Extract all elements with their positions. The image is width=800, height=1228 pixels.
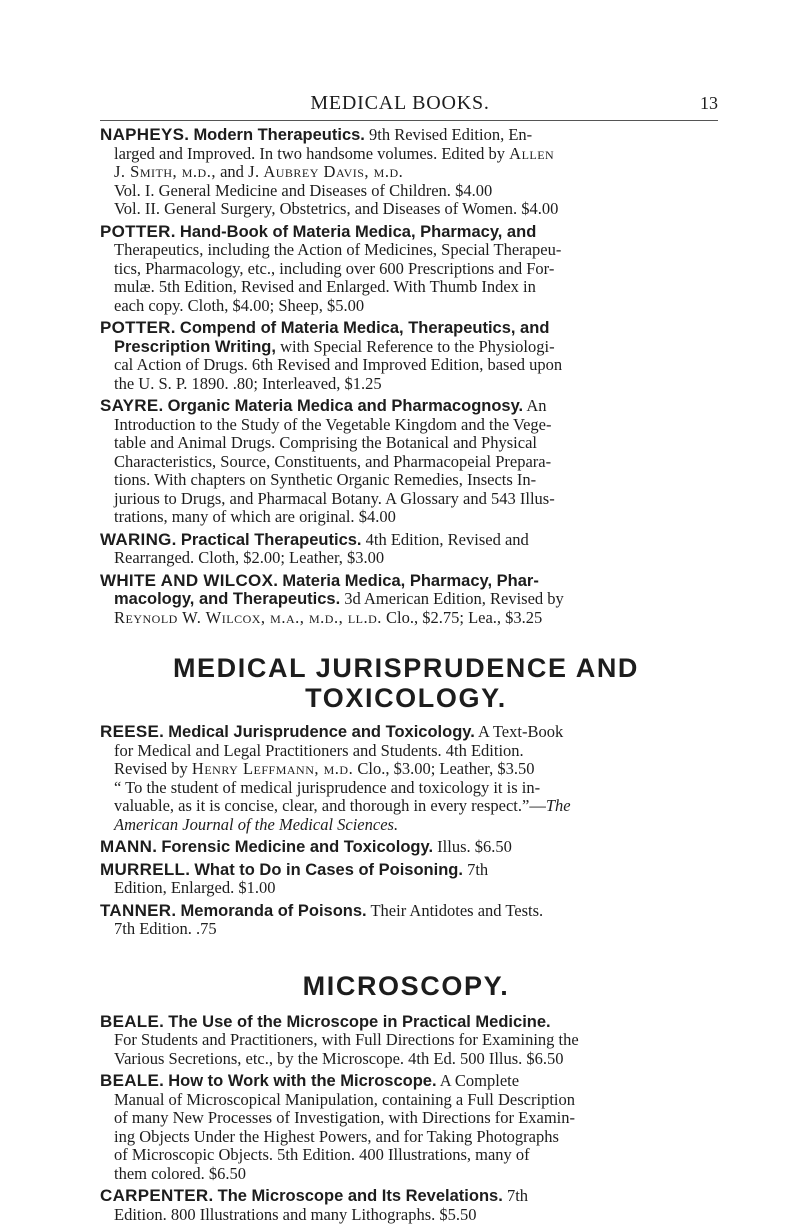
editor-name: Allen <box>509 143 555 163</box>
entry-author: WHITE AND WILCOX. <box>100 570 279 590</box>
entry-text: Edition, Enlarged. <box>114 878 235 897</box>
catalog-entry-carpenter <box>100 1187 712 1224</box>
entry-author: BEALE. <box>100 1011 165 1031</box>
entry-price: $1.00 <box>238 878 276 897</box>
catalog-entry-reese <box>100 723 712 834</box>
entry-text: of Microscopic Objects. 5th Edition. 400 Illustrations, many of <box>114 1145 530 1164</box>
review-quote: valuable, as it is concise, clear, and thorough in every respect.”— <box>114 796 546 815</box>
entry-price: $5.50 <box>439 1204 477 1224</box>
entry-text: the U. S. P. 1890. <box>114 373 229 393</box>
catalog-entry-murrell <box>100 861 712 898</box>
entry-text: and <box>220 162 244 181</box>
entry-author: CARPENTER. <box>100 1186 214 1205</box>
volume-description: Vol. II. General Surgery, Obstetrics, and Diseases of Women. <box>114 199 518 218</box>
entry-author: TANNER. <box>100 900 177 920</box>
entry-text: tions. With chapters on Synthetic Organic Remedies, Insects In- <box>114 470 537 489</box>
entry-author: MURRELL. <box>100 859 191 879</box>
entry-text: 4th Edition, Revised and <box>365 529 529 549</box>
entry-author: REESE. <box>100 722 165 741</box>
catalog-content <box>100 126 712 1228</box>
entry-title: macology, and Therapeutics. <box>114 590 341 608</box>
entry-title: Organic Materia Medica and Pharmacognosy. <box>167 397 524 415</box>
entry-price: Clo., $3.00; Leather, $3.50 <box>357 759 535 778</box>
entry-text: A Complete <box>439 1071 520 1090</box>
catalog-entry-mann <box>100 838 712 857</box>
entry-text: Rearranged. <box>114 548 195 567</box>
entry-title: The Microscope and Its Revelations. <box>217 1187 503 1205</box>
entry-author: SAYRE. <box>100 396 164 415</box>
section-heading-line: TOXICOLOGY. <box>305 683 507 713</box>
entry-author: NAPHEYS. <box>100 125 190 144</box>
section-heading-jurisprudence <box>100 653 712 713</box>
entry-price: .80; Interleaved, $1.25 <box>232 373 382 393</box>
header-rule <box>100 120 718 121</box>
editor-name: Henry Leffmann, m.d. <box>191 759 354 778</box>
catalog-entry-white-wilcox <box>100 572 712 628</box>
entry-text: for Medical and Legal Practitioners and Students. 4th Edition. <box>114 740 524 760</box>
entry-price: $6.50 <box>474 837 512 856</box>
editor-name: J. Aubrey Davis, m.d. <box>248 162 404 181</box>
entry-title: Compend of Materia Medica, Therapeutics, and <box>179 319 550 337</box>
entry-text: Manual of Microscopical Manipulation, containing a Full Description <box>114 1089 575 1109</box>
entry-author: POTTER. <box>100 318 176 337</box>
running-title: MEDICAL BOOKS. <box>310 92 490 114</box>
entry-text: larged and Improved. In two handsome volumes. Edited by <box>114 143 506 163</box>
entry-author: MANN. <box>100 837 158 856</box>
entry-title: What to Do in Cases of Poisoning. <box>194 860 463 879</box>
page-number: 13 <box>700 93 718 113</box>
catalog-entry-sayre <box>100 397 712 527</box>
catalog-entry-potter-compend <box>100 319 712 393</box>
catalog-entry-beale-use <box>100 1013 712 1069</box>
section-heading-microscopy: MICROSCOPY. <box>302 970 510 1001</box>
entry-text: jurious to Drugs, and Pharmacal Botany. A Glossary and 543 Illus- <box>114 488 555 508</box>
entry-author: BEALE. <box>100 1071 165 1090</box>
catalog-entry-tanner <box>100 902 712 939</box>
review-quote: “ To the student of medical jurisprudence and toxicology it is in- <box>114 777 541 797</box>
entry-text: trations, many of which are original. <box>114 507 355 526</box>
section-heading-line: MEDICAL JURISPRUDENCE AND <box>172 653 640 683</box>
catalog-entry-beale-how <box>100 1072 712 1183</box>
entry-text: Characteristics, Source, Constituents, and Pharmacopeial Prepara- <box>114 451 552 471</box>
entry-text: Illus. <box>437 837 471 856</box>
volume-price: $4.00 <box>521 199 559 218</box>
entry-text: table and Animal Drugs. Comprising the Botanical and Physical <box>114 433 537 452</box>
entry-text: of many New Processes of Investigation, with Directions for Examin- <box>114 1108 575 1127</box>
catalog-entry-waring <box>100 531 712 568</box>
entry-text: 3d American Edition, Revised by <box>344 589 564 608</box>
entry-title: Memoranda of Poisons. <box>180 901 367 920</box>
entry-text: Introduction to the Study of the Vegetable Kingdom and the Vege- <box>114 414 552 434</box>
entry-title: How to Work with the Microscope. <box>168 1072 437 1090</box>
entry-text: 7th Edition. <box>114 919 192 938</box>
entry-text: ing Objects Under the Highest Powers, and for Taking Photographs <box>114 1126 559 1146</box>
entry-price: $6.50 <box>208 1163 246 1183</box>
entry-text: For Students and Practitioners, with Full Directions for Examining the <box>114 1030 579 1049</box>
entry-title: Practical Therapeutics. <box>180 530 362 549</box>
entry-text: each copy. <box>114 295 184 315</box>
entry-text: Therapeutics, including the Action of Medicines, Special Therapeu- <box>114 240 562 259</box>
entry-title: Hand-Book of Materia Medica, Pharmacy, and <box>179 222 537 241</box>
volume-price: $4.00 <box>455 180 493 200</box>
entry-text: An <box>526 396 547 415</box>
editor-name: Reynold W. Wilcox, m.a., m.d., ll.d. <box>114 607 382 627</box>
entry-price: Cloth, $2.00; Leather, $3.00 <box>198 548 385 567</box>
entry-price: $4.00 <box>358 507 396 526</box>
entry-text: cal Action of Drugs. 6th Revised and Improved Edition, based upon <box>114 355 563 374</box>
entry-price: Clo., $2.75; Lea., $3.25 <box>386 607 543 627</box>
entry-author: WARING. <box>100 529 177 549</box>
entry-text: with Special Reference to the Physiologi- <box>280 336 555 356</box>
entry-text: Revised by <box>114 759 188 778</box>
entry-title: Modern Therapeutics. <box>193 126 365 144</box>
entry-price: .75 <box>196 919 217 938</box>
quote-source: American Journal of the Medical Sciences. <box>114 814 399 834</box>
editor-name: J. Smith, m.d., <box>114 162 216 181</box>
entry-price: Cloth, $4.00; Sheep, $5.00 <box>187 295 365 315</box>
entry-title: Forensic Medicine and Toxicology. <box>161 838 434 856</box>
catalog-entry-napheys <box>100 126 712 219</box>
entry-text: them colored. <box>114 1163 205 1183</box>
entry-text: tics, Pharmacology, etc., including over 600 Prescriptions and For- <box>114 258 555 278</box>
entry-text: Their Antidotes and Tests. <box>370 900 544 920</box>
entry-text: 7th <box>506 1186 529 1205</box>
entry-title: Materia Medica, Pharmacy, Phar- <box>282 571 539 590</box>
entry-title: Medical Jurisprudence and Toxicology. <box>168 723 475 741</box>
entry-text: Edition. 800 Illustrations and many Lithographs. <box>114 1204 436 1224</box>
catalog-entry-potter-handbook <box>100 223 712 316</box>
entry-text: mulæ. 5th Edition, Revised and Enlarged. With Thumb Index in <box>114 277 536 296</box>
entry-text: Various Secretions, etc., by the Microscope. 4th Ed. 500 Illus. $6.50 <box>114 1048 564 1068</box>
entry-title: The Use of the Microscope in Practical Medicine. <box>168 1012 551 1031</box>
entry-text: A Text-Book <box>478 722 564 741</box>
entry-text: 7th <box>467 859 489 879</box>
entry-title: Prescription Writing, <box>114 337 276 356</box>
volume-description: Vol. I. General Medicine and Diseases of Children. <box>114 180 451 200</box>
entry-author: POTTER. <box>100 221 176 241</box>
entry-text: 9th Revised Edition, En- <box>369 125 533 144</box>
quote-source: The <box>545 796 571 815</box>
